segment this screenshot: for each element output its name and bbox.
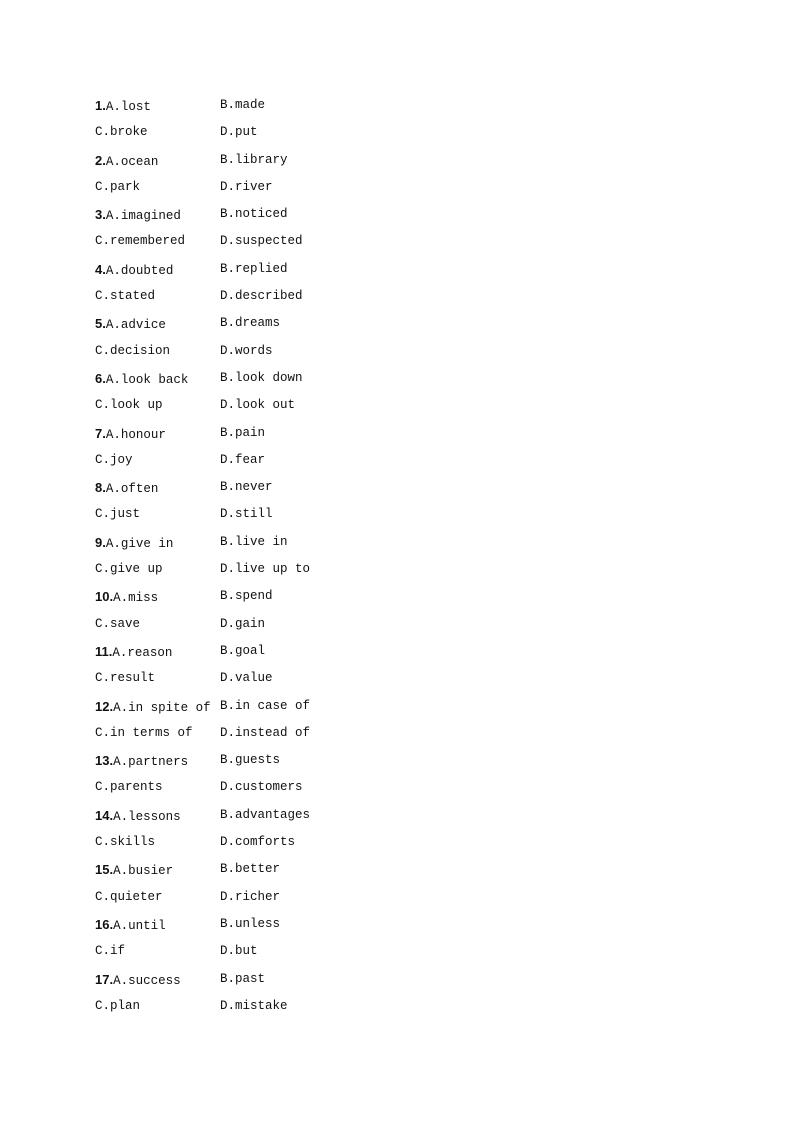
- option-a-text: A.ocean: [105, 154, 159, 169]
- question-row-ab: [95, 911, 715, 938]
- option-d: D.value: [220, 671, 273, 686]
- question-row-ab: [95, 802, 715, 829]
- question-row-cd: [95, 119, 715, 146]
- option-d: D.described: [220, 289, 303, 304]
- option-b: B.noticed: [220, 207, 288, 222]
- option-c: C.decision: [95, 343, 171, 358]
- option-d: D.suspected: [220, 234, 303, 249]
- question-row-ab: [95, 966, 715, 993]
- option-c: C.give up: [95, 562, 163, 577]
- question-number: 10.: [95, 589, 114, 605]
- option-b: B.in case of: [220, 698, 311, 713]
- question-row-ab: [95, 693, 715, 720]
- option-a-text: A.success: [113, 973, 181, 988]
- option-a: [95, 802, 220, 829]
- option-a: [95, 474, 220, 501]
- question-row-ab: [95, 365, 715, 392]
- question-number: 14.: [95, 807, 114, 823]
- option-a: [95, 693, 220, 720]
- option-c: C.just: [95, 507, 141, 522]
- question-number: 13.: [95, 753, 114, 769]
- question-number: 4.: [95, 261, 106, 277]
- option-b: B.live in: [220, 534, 288, 549]
- option-b: B.better: [220, 862, 281, 877]
- option-a-text: A.until: [113, 918, 166, 933]
- question-number: 12.: [95, 698, 114, 714]
- question-row-cd: [95, 884, 715, 911]
- option-a-text: A.often: [105, 482, 159, 497]
- option-d: D.comforts: [220, 835, 296, 850]
- question-row-ab: [95, 420, 715, 447]
- question-number: 17.: [95, 971, 114, 987]
- question-row-cd: [95, 392, 715, 419]
- option-d: D.words: [220, 343, 273, 358]
- option-d: D.customers: [220, 780, 303, 795]
- option-c: C.stated: [95, 289, 156, 304]
- question-row-ab: [95, 147, 715, 174]
- option-a: [95, 638, 220, 665]
- option-c: C.joy: [95, 452, 133, 467]
- option-a-text: A.advice: [105, 318, 166, 333]
- option-c: C.plan: [95, 998, 141, 1013]
- option-c: C.if: [95, 944, 126, 959]
- option-b: B.unless: [220, 916, 281, 931]
- option-d: D.look out: [220, 398, 296, 413]
- question-row-cd: [95, 611, 715, 638]
- question-number: 3.: [95, 207, 106, 223]
- option-a-text: A.reason: [112, 645, 173, 660]
- option-c: C.skills: [95, 835, 156, 850]
- option-b: B.goal: [220, 643, 266, 658]
- option-d: D.richer: [220, 889, 281, 904]
- option-c: C.result: [95, 671, 156, 686]
- option-a: [95, 583, 220, 610]
- question-number: 2.: [95, 152, 106, 168]
- option-d: D.still: [220, 507, 273, 522]
- option-d: D.gain: [220, 616, 266, 631]
- option-d: D.live up to: [220, 562, 311, 577]
- option-a-text: A.imagined: [105, 209, 181, 224]
- question-row-cd: [95, 829, 715, 856]
- option-c: C.park: [95, 179, 141, 194]
- question-row-ab: [95, 474, 715, 501]
- option-a: [95, 747, 220, 774]
- question-row-ab: [95, 747, 715, 774]
- question-row-cd: [95, 338, 715, 365]
- question-row-cd: [95, 665, 715, 692]
- option-b: B.advantages: [220, 807, 311, 822]
- question-number: 9.: [95, 534, 106, 550]
- question-number: 6.: [95, 370, 106, 386]
- option-a: [95, 529, 220, 556]
- question-row-cd: [95, 447, 715, 474]
- question-number: 8.: [95, 480, 106, 496]
- option-a: [95, 201, 220, 228]
- question-number: 15.: [95, 862, 114, 878]
- option-c: C.broke: [95, 125, 148, 140]
- question-row-cd: [95, 556, 715, 583]
- option-a-text: A.honour: [105, 427, 166, 442]
- question-row-cd: [95, 720, 715, 747]
- question-number: 5.: [95, 316, 106, 332]
- option-b: B.made: [220, 98, 266, 112]
- option-b: B.replied: [220, 261, 288, 276]
- question-row-cd: [95, 228, 715, 255]
- question-row-ab: [95, 201, 715, 228]
- question-row-ab: [95, 310, 715, 337]
- question-row-cd: [95, 774, 715, 801]
- question-row-ab: [95, 92, 715, 119]
- option-d: D.put: [220, 125, 258, 140]
- option-a: [95, 256, 220, 283]
- option-a: [95, 911, 220, 938]
- question-row-cd: [95, 993, 715, 1020]
- option-a-text: A.lessons: [113, 809, 181, 824]
- question-row-ab: [95, 256, 715, 283]
- option-d: D.river: [220, 179, 273, 194]
- question-list: [95, 92, 715, 1020]
- option-c: C.look up: [95, 398, 163, 413]
- option-a: [95, 310, 220, 337]
- question-number: 7.: [95, 425, 106, 441]
- option-a-text: A.miss: [113, 591, 159, 606]
- option-c: C.save: [95, 616, 141, 631]
- option-a-text: A.doubted: [105, 263, 174, 278]
- option-b: B.library: [220, 152, 288, 167]
- option-a-text: A.busier: [113, 864, 174, 879]
- option-a-text: A.lost: [105, 100, 151, 114]
- option-d: D.but: [220, 944, 258, 959]
- option-c: C.in terms of: [95, 725, 193, 740]
- option-c: C.parents: [95, 780, 163, 795]
- option-b: B.spend: [220, 589, 273, 604]
- option-a: [95, 420, 220, 447]
- option-b: B.past: [220, 971, 266, 986]
- question-row-cd: [95, 283, 715, 310]
- question-row-cd: [95, 501, 715, 528]
- option-a-text: A.give in: [105, 536, 174, 551]
- option-c: C.remembered: [95, 234, 186, 249]
- option-a-text: A.in spite of: [113, 700, 211, 715]
- option-b: B.guests: [220, 753, 281, 768]
- option-b: B.pain: [220, 425, 266, 440]
- question-row-ab: [95, 583, 715, 610]
- option-a-text: A.partners: [113, 755, 189, 770]
- option-d: D.instead of: [220, 725, 311, 740]
- question-row-ab: [95, 638, 715, 665]
- option-d: D.fear: [220, 452, 266, 467]
- option-a-text: A.look back: [105, 372, 189, 387]
- question-row-ab: [95, 856, 715, 883]
- question-row-cd: [95, 938, 715, 965]
- option-b: B.dreams: [220, 316, 281, 331]
- option-a: [95, 856, 220, 883]
- question-row-ab: [95, 529, 715, 556]
- option-b: B.never: [220, 480, 273, 495]
- option-b: B.look down: [220, 370, 303, 385]
- question-number: 16.: [95, 916, 114, 932]
- option-c: C.quieter: [95, 889, 163, 904]
- question-number: 1.: [95, 98, 106, 113]
- option-a: [95, 966, 220, 993]
- option-a: [95, 365, 220, 392]
- question-row-cd: [95, 174, 715, 201]
- question-number: 11.: [95, 643, 113, 659]
- option-d: D.mistake: [220, 998, 288, 1013]
- option-a: [95, 92, 220, 119]
- option-a: [95, 147, 220, 174]
